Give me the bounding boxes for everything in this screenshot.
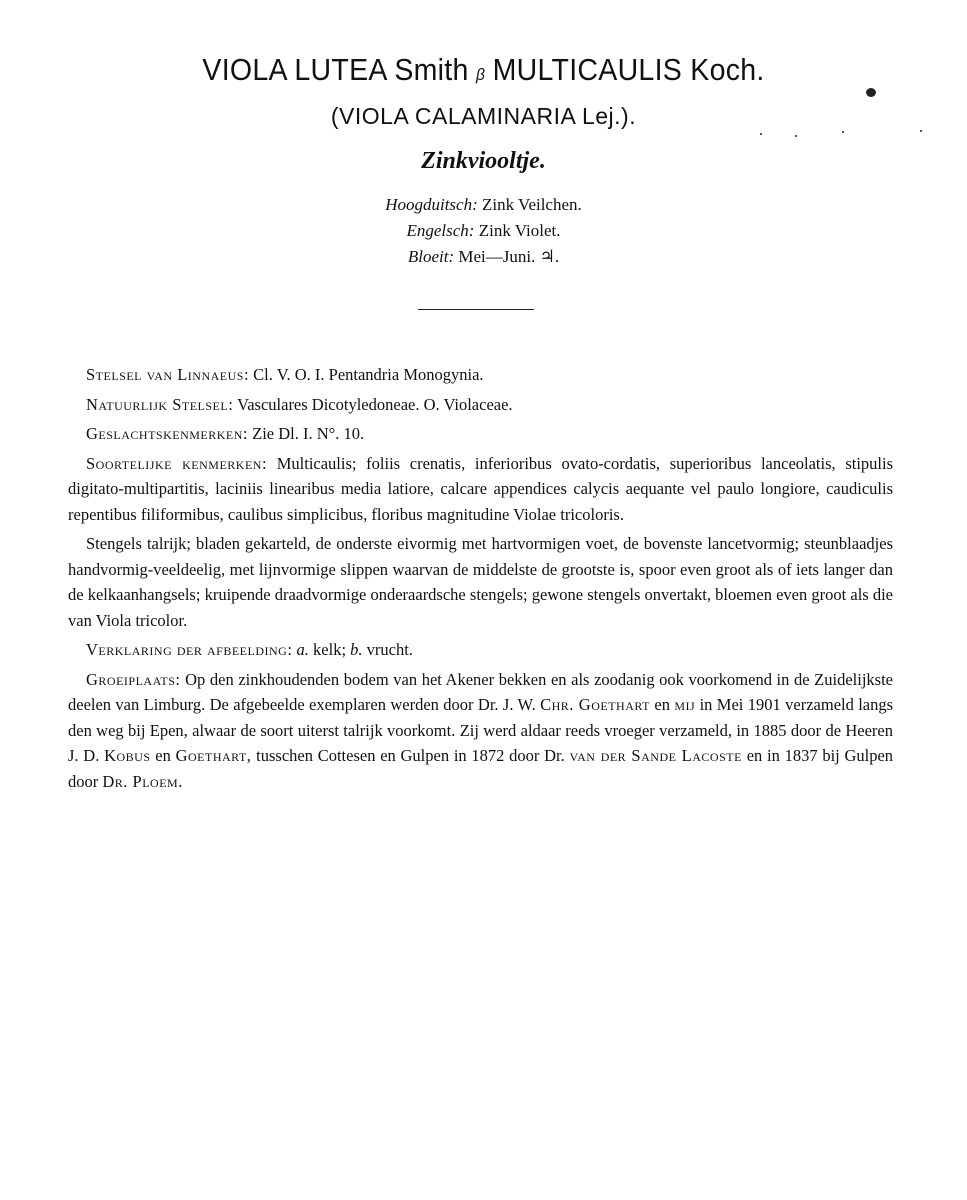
ink-speck [920,130,922,132]
english-value: Zink Violet. [478,221,561,240]
ink-speck [842,131,844,133]
person-name-kobus: Kobus [104,746,151,765]
linnaeus-paragraph [68,362,893,388]
bloom-value: Mei—Juni. ♃. [458,247,560,266]
title-beta: β [475,65,486,84]
linnaeus-label: Stelsel van Linnaeus: [86,365,250,384]
ink-speck [866,88,876,97]
german-label: Hoogduitsch: [385,195,478,214]
figure-b-text: vrucht. [366,640,413,659]
dutch-description-text: Stengels talrijk; bladen gekarteld, de onderste eivormig met hartvormigen voet, de bovenste lancetvormig; steunblaadjes handvormig-veeldeelig, met lijnvormige slippen waarvan de middelste de grootste is, spoor even groot als of iets langer dan de kelkaanhangsels; kruipende draadvormige onderaardsche stengels; gewone stengels onvertakt, bloemen even groot als die van Viola tricolor. [68,534,893,630]
genus-text: Zie Dl. I. N°. 10. [252,424,365,443]
page-title [39,52,929,88]
species-paragraph [68,451,893,528]
bloom-line [0,244,967,270]
figure-b-marker: b. [350,640,363,659]
ink-speck [760,133,762,135]
habitat-text-3: in Mei 1901 verzameld langs den weg bij Epen, alwaar de soort uiterst talrijk voorkomt. Zij werd aldaar reeds vroeger verzameld, in 1885 door de Heeren J. D. [68,695,894,765]
habitat-paragraph [68,667,893,795]
person-name-goethart-chr: Chr. Goethart [540,695,650,714]
species-label: Soortelijke kenmerken: [86,453,268,473]
habitat-label: Groeiplaats: [86,669,181,689]
section-divider [418,309,534,310]
genus-paragraph [68,421,893,447]
person-name-mij: mij [674,695,696,714]
english-name-line [0,218,967,244]
german-name-line [0,192,967,218]
english-label: Engelsch: [406,221,475,240]
dutch-description-paragraph [68,531,893,633]
habitat-text-6: en in 1837 bij Gulpen door [68,746,894,791]
vernacular-names [0,192,967,270]
figure-explanation-paragraph [68,637,893,663]
description-body [68,362,893,798]
habitat-text-1: Op den zinkhoudenden bodem van het Akener bekken en als zoodanig ook voorkomend in de Zuidelijkste deelen van Limburg. De afgebeelde exemplaren werden door Dr. J. W. [68,669,893,714]
natural-system-paragraph [68,392,893,418]
habitat-text-4: en [155,746,171,765]
natural-system-label: Natuurlijk Stelsel: [86,394,234,414]
figure-a-text: kelk; [313,640,347,659]
german-value: Zink Veilchen. [482,195,582,214]
bloom-label: Bloeit: [407,247,455,266]
synonym-title: (VIOLA CALAMINARIA Lej.). [330,103,637,129]
person-name-goethart: Goethart, [175,746,252,765]
species-text: Multicaulis; foliis crenatis, inferioribus ovato-cordatis, superioribus lanceolatis, stipulis digitato-multipartitis, laciniis linearibus media latiore, calcare appendices calycis aequante vel paulo longiore, caudiculis repentibus filiformibus, caulibus simplicibus, floribus magnitudine Violae tricoloris. [68,453,894,524]
habitat-text-2: en [654,695,670,714]
figure-a-marker: a. [296,640,309,659]
common-name: Zinkviooltje. [421,148,546,174]
person-name-van-der-sande-lacoste: van der Sande Lacoste [569,746,742,765]
person-name-ploem: Dr. Ploem. [102,771,183,791]
genus-label: Geslachtskenmerken: [86,424,249,443]
habitat-text-5: tusschen Cottesen en Gulpen in 1872 door Dr. [256,746,565,765]
linnaeus-text: Cl. V. O. I. Pentandria Monogynia. [253,365,484,384]
ink-speck [795,135,797,137]
natural-system-text: Vasculares Dicotyledoneae. O. Violaceae. [237,394,513,414]
figure-explanation-label: Verklaring der afbeelding: [86,640,293,659]
title-variety: MULTICAULIS Koch. [492,52,765,87]
title-species: VIOLA LUTEA Smith [202,52,469,87]
